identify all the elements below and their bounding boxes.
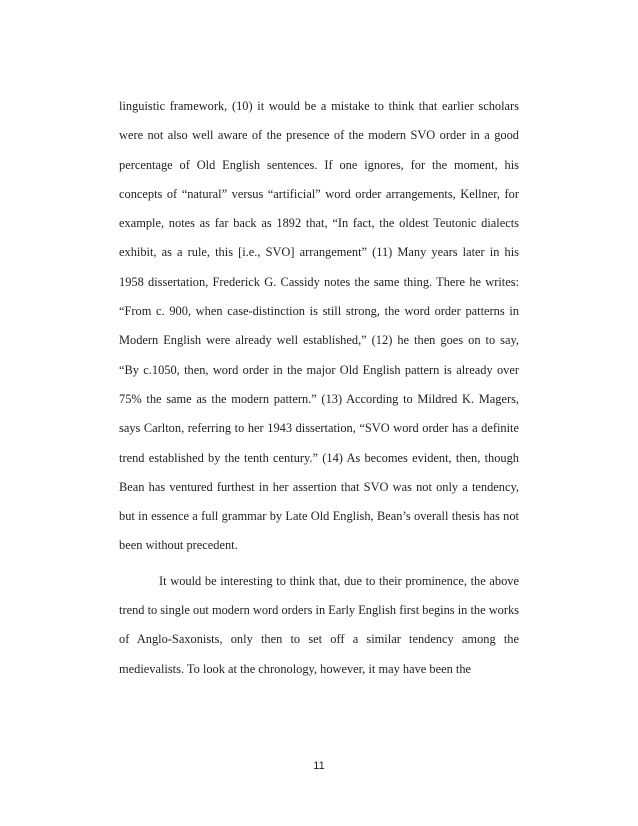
paragraph-2: It would be interesting to think that, due to their prominence, the above trend to single out modern word orders in Early English first begins in the works of Anglo-Saxonists, only then to set off a similar tendency among the medievalists. To look at the chronology, however, it may have been the [119, 573, 519, 676]
page-number: 11 [313, 760, 325, 772]
paragraph-1: linguistic framework, (10) it would be a mistake to think that earlier scholars were not also well aware of the presence of the modern SVO order in a good percentage of Old English sentences. If one ignores, for the moment, his concepts of “natural” versus “artificial” word order arrangements, Kellner, for example, notes as far back as 1892 that, “In fact, the oldest Teutonic dialects exhibit, as a rule, this [i.e., SVO] arrangement” (11) Many years later in his 1958 dissertation, Frederick G. Cassidy notes the same thing. There he writes: “From c. 900, when case-distinction is still strong, the word order patterns in Modern English were already well established,” (12) he then goes on to say, “By c.1050, then, word order in the major Old English pattern is already over 75% the same as the modern pattern.” (13) According to Mildred K. Magers, says Carlton, referring to her 1943 dissertation, “SVO word order has a definite trend established by the tenth century.” (14) As becomes evident, then, though Bean has ventured furthest in her assertion that SVO was not only a tendency, but in essence a full grammar by Late Old English, Bean’s overall thesis has not been without precedent. [119, 99, 519, 553]
body-text [119, 92, 519, 684]
